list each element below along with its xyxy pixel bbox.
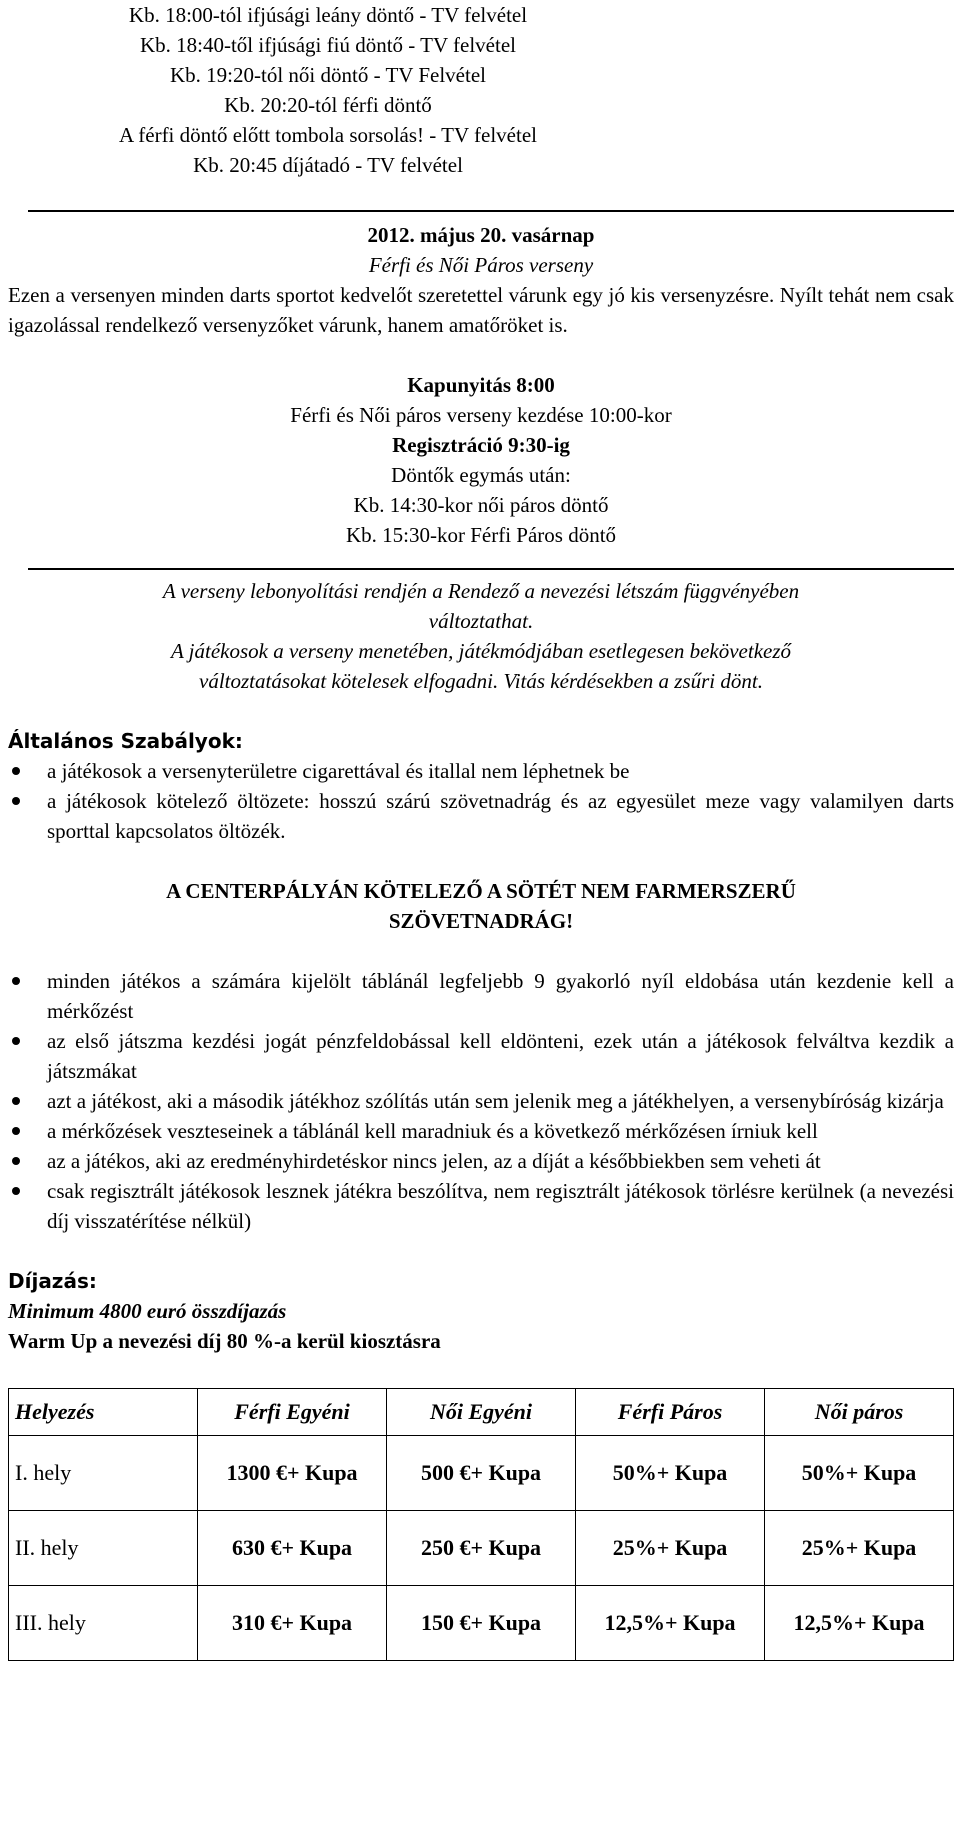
rule-text: minden játékos a számára kijelölt táblánál legfeljebb 9 gyakorló nyíl eldobása után kezdenie kell a mérkőzést bbox=[47, 969, 954, 1023]
day-date: 2012. május 20. vasárnap bbox=[367, 223, 595, 247]
schedule-top bbox=[8, 0, 648, 180]
prize-minimum: Minimum 4800 euró összdíjazás bbox=[8, 1299, 287, 1323]
divider bbox=[28, 568, 954, 570]
list-item bbox=[8, 1086, 954, 1116]
column-header: Férfi Egyéni bbox=[198, 1389, 387, 1436]
schedule-line: Kb. 20:45 díjátadó - TV felvétel bbox=[193, 153, 463, 177]
rule-text: a mérkőzések veszteseinek a táblánál kell maradniuk és a következő mérkőzésen írniuk kell bbox=[47, 1119, 818, 1143]
divider bbox=[28, 210, 954, 212]
table-cell: 12,5%+ Kupa bbox=[576, 1586, 765, 1661]
list-item bbox=[8, 786, 954, 846]
list-item bbox=[8, 1116, 954, 1146]
table-cell: II. hely bbox=[9, 1511, 198, 1586]
table-cell: I. hely bbox=[9, 1436, 198, 1511]
day-event: Férfi és Női Páros verseny bbox=[368, 253, 594, 277]
schedule-line: A férfi döntő előtt tombola sorsolás! - TV felvétel bbox=[119, 123, 537, 147]
table-cell: 25%+ Kupa bbox=[576, 1511, 765, 1586]
prizes-section bbox=[8, 1266, 954, 1661]
notice-line: változtathat. bbox=[428, 609, 534, 633]
column-header: Helyezés bbox=[9, 1389, 198, 1436]
gate-opening: Kapunyitás 8:00 bbox=[407, 373, 555, 397]
list-item bbox=[8, 1146, 954, 1176]
rule-text: a játékosok a versenyterületre cigarettával és itallal nem léphetnek be bbox=[47, 759, 630, 783]
rules-list-b bbox=[8, 966, 954, 1236]
bullet-icon bbox=[12, 1127, 20, 1135]
list-item bbox=[8, 756, 954, 786]
day-intro: Ezen a versenyen minden darts sportot kedvelőt szeretettel várunk egy jó kis versenyzésre. Nyílt tehát nem csak igazolással rendelkező versenyzőket várunk, hanem amatőröket is. bbox=[8, 283, 954, 337]
list-item bbox=[8, 1026, 954, 1086]
bullet-icon bbox=[12, 1157, 20, 1165]
prizes-heading: Díjazás: bbox=[8, 1269, 97, 1293]
document-page bbox=[8, 0, 954, 1661]
column-header: Férfi Páros bbox=[576, 1389, 765, 1436]
registration-deadline: Regisztráció 9:30-ig bbox=[392, 433, 570, 457]
schedule-line: Kb. 18:00-tól ifjúsági leány döntő - TV felvétel bbox=[128, 3, 528, 27]
list-item bbox=[8, 966, 954, 1026]
general-rules bbox=[8, 726, 954, 1236]
competition-start: Férfi és Női páros verseny kezdése 10:00-kor bbox=[290, 403, 672, 427]
rules-list-a bbox=[8, 756, 954, 846]
table-cell: 630 €+ Kupa bbox=[198, 1511, 387, 1586]
rule-text: azt a játékost, aki a második játékhoz szólítás után sem jelenik meg a játékhelyen, a versenybíróság kizárja bbox=[47, 1089, 944, 1113]
table-cell: 250 €+ Kupa bbox=[387, 1511, 576, 1586]
table-row bbox=[9, 1511, 954, 1586]
bullet-icon bbox=[12, 1097, 20, 1105]
table-cell: III. hely bbox=[9, 1586, 198, 1661]
bullet-icon bbox=[12, 797, 20, 805]
table-cell: 12,5%+ Kupa bbox=[765, 1586, 954, 1661]
schedule-line: Kb. 20:20-tól férfi döntő bbox=[224, 93, 432, 117]
table-cell: 1300 €+ Kupa bbox=[198, 1436, 387, 1511]
final-men: Kb. 15:30-kor Férfi Páros döntő bbox=[345, 523, 617, 547]
table-cell: 25%+ Kupa bbox=[765, 1511, 954, 1586]
rules-heading: Általános Szabályok: bbox=[8, 729, 243, 753]
notice-line: A verseny lebonyolítási rendjén a Rendező a nevezési létszám függvényében bbox=[162, 579, 800, 603]
rule-text: az a játékos, aki az eredményhirdetéskor nincs jelen, az a díját a későbbiekben sem veheti át bbox=[47, 1149, 821, 1173]
rule-text: a játékosok kötelező öltözete: hosszú szárú szövetnadrág és az egyesület meze vagy valamilyen darts sporttal kapcsolatos öltözék. bbox=[47, 789, 954, 843]
schedule-line: Kb. 18:40-től ifjúsági fiú döntő - TV felvétel bbox=[139, 33, 516, 57]
table-row bbox=[9, 1436, 954, 1511]
finals-heading: Döntők egymás után: bbox=[391, 463, 571, 487]
dress-code-warning bbox=[8, 876, 954, 936]
bullet-icon bbox=[12, 767, 20, 775]
prize-table bbox=[8, 1388, 954, 1661]
day-section bbox=[8, 220, 954, 550]
warning-line: A CENTERPÁLYÁN KÖTELEZŐ A SÖTÉT NEM FARMERSZERŰ bbox=[166, 879, 796, 903]
column-header: Női páros bbox=[765, 1389, 954, 1436]
rule-text: az első játszma kezdési jogát pénzfeldobással kell eldönteni, ezek után a játékosok felváltva kezdik a játszmákat bbox=[47, 1029, 954, 1083]
bullet-icon bbox=[12, 1037, 20, 1045]
table-cell: 150 €+ Kupa bbox=[387, 1586, 576, 1661]
prize-warmup: Warm Up a nevezési díj 80 %-a kerül kiosztásra bbox=[8, 1329, 441, 1353]
list-item bbox=[8, 1176, 954, 1236]
table-cell: 500 €+ Kupa bbox=[387, 1436, 576, 1511]
bullet-icon bbox=[12, 977, 20, 985]
table-cell: 50%+ Kupa bbox=[765, 1436, 954, 1511]
warning-line: SZÖVETNADRÁG! bbox=[388, 909, 574, 933]
rule-text: csak regisztrált játékosok lesznek játékra beszólítva, nem regisztrált játékosok törlésre kerülnek (a nevezési díj visszatérítése nélkül) bbox=[47, 1179, 954, 1233]
organizer-notice bbox=[8, 576, 954, 696]
notice-line: változtatásokat kötelesek elfogadni. Vitás kérdésekben a zsűri dönt. bbox=[199, 669, 763, 693]
schedule-line: Kb. 19:20-tól női döntő - TV Felvétel bbox=[170, 63, 486, 87]
column-header: Női Egyéni bbox=[387, 1389, 576, 1436]
table-row bbox=[9, 1586, 954, 1661]
bullet-icon bbox=[12, 1187, 20, 1195]
final-women: Kb. 14:30-kor női páros döntő bbox=[353, 493, 609, 517]
notice-line: A játékosok a verseny menetében, játékmódjában esetlegesen bekövetkező bbox=[170, 639, 792, 663]
table-cell: 310 €+ Kupa bbox=[198, 1586, 387, 1661]
table-cell: 50%+ Kupa bbox=[576, 1436, 765, 1511]
table-header-row bbox=[9, 1389, 954, 1436]
